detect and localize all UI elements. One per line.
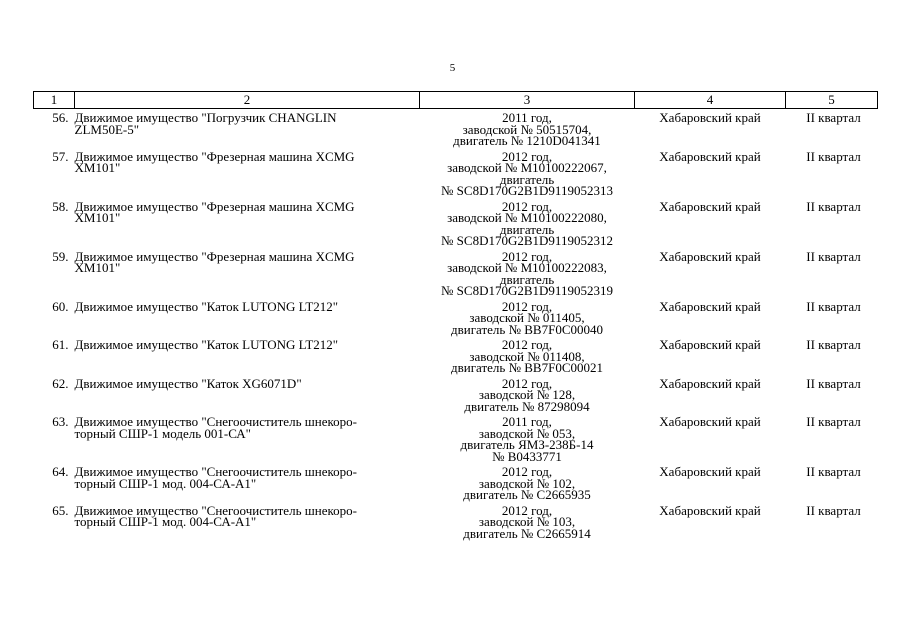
property-details-line: 2012 год, bbox=[501, 337, 553, 352]
table-row bbox=[34, 147, 878, 197]
region: Хабаровский край bbox=[659, 464, 761, 479]
table-body bbox=[34, 109, 878, 540]
table-row bbox=[34, 412, 878, 462]
region: Хабаровский край bbox=[659, 337, 761, 352]
property-details-line: 2011 год, bbox=[502, 110, 552, 125]
property-details-line: двигатель ЯМЗ-238Б-14 bbox=[460, 437, 594, 452]
property-details-line: 2012 год, bbox=[501, 248, 553, 264]
quarter: II квартал bbox=[806, 464, 861, 479]
row-number: 58. bbox=[52, 198, 69, 214]
property-name bbox=[75, 297, 420, 336]
property-details-line: двигатель № С2665935 bbox=[463, 487, 591, 502]
property-details-line: заводской № 128, bbox=[478, 387, 576, 402]
property-name-line: Движимое имущество "Снегоочиститель шнекоро- bbox=[74, 414, 357, 429]
property-details-line: 2011 год, bbox=[502, 414, 552, 429]
property-name-line: Движимое имущество "Снегоочиститель шнекоро- bbox=[74, 502, 357, 518]
quarter: II квартал bbox=[806, 110, 861, 125]
row-number: 62. bbox=[52, 375, 69, 391]
region: Хабаровский край bbox=[659, 375, 761, 391]
property-details-line: № SC8D170G2B1D9119052312 bbox=[441, 233, 613, 248]
property-details-line: № SC8D170G2B1D9119052313 bbox=[441, 183, 613, 198]
property-name bbox=[75, 147, 420, 197]
property-details-line: заводской № 102, bbox=[478, 475, 576, 491]
property-details-line: 2012 год, bbox=[501, 375, 553, 391]
property-details-line: двигатель bbox=[499, 271, 555, 287]
property-details-line: 2012 год, bbox=[501, 298, 553, 314]
quarter: II квартал bbox=[806, 375, 861, 391]
table-row bbox=[34, 109, 878, 147]
property-details-line: двигатель № 87298094 bbox=[464, 398, 590, 414]
property-details bbox=[420, 462, 635, 501]
property-details bbox=[420, 374, 635, 413]
property-details-line: заводской № 50515704, bbox=[462, 121, 592, 137]
property-name bbox=[75, 501, 420, 540]
row-number: 65. bbox=[52, 502, 69, 518]
quarter: II квартал bbox=[806, 414, 861, 429]
header-col-2: 2 bbox=[75, 92, 420, 109]
property-name-line: торный СШР-1 мод. 004-СА-А1" bbox=[74, 475, 257, 491]
property-details bbox=[420, 501, 635, 540]
property-name-line: Движимое имущество "Каток XG6071D" bbox=[74, 375, 302, 391]
property-name-line: Движимое имущество "Фрезерная машина XCMG bbox=[74, 148, 355, 164]
property-name-line: торный СШР-1 модель 001-СА" bbox=[74, 425, 251, 441]
property-details-line: заводской № 053, bbox=[478, 425, 576, 441]
row-number: 61. bbox=[52, 337, 69, 352]
property-details bbox=[420, 335, 635, 374]
table-row bbox=[34, 501, 878, 540]
property-details-line: заводской № M10100222067, bbox=[447, 160, 607, 175]
row-number: 57. bbox=[52, 148, 69, 164]
row-number: 56. bbox=[52, 110, 69, 125]
property-details-line: двигатель bbox=[499, 221, 555, 237]
quarter: II квартал bbox=[806, 248, 861, 264]
row-number: 60. bbox=[52, 298, 69, 314]
row-number: 64. bbox=[52, 464, 69, 479]
property-details-line: № SC8D170G2B1D9119052319 bbox=[441, 283, 613, 298]
property-details bbox=[420, 297, 635, 336]
table-row bbox=[34, 335, 878, 374]
property-name-line: Движимое имущество "Каток LUTONG LT212" bbox=[74, 337, 339, 352]
table-row bbox=[34, 197, 878, 247]
property-name-line: XM101" bbox=[74, 260, 121, 275]
property-details-line: заводской № M10100222083, bbox=[447, 260, 607, 275]
property-name-line: Движимое имущество "Каток LUTONG LT212" bbox=[74, 298, 339, 314]
property-details-line: № B0433771 bbox=[492, 448, 562, 464]
region: Хабаровский край bbox=[659, 414, 761, 429]
property-name bbox=[75, 412, 420, 462]
quarter: II квартал bbox=[806, 198, 861, 214]
property-details-line: 2012 год, bbox=[501, 148, 553, 164]
row-number: 59. bbox=[52, 248, 69, 264]
region: Хабаровский край bbox=[659, 298, 761, 314]
property-details bbox=[420, 412, 635, 462]
property-details-line: 2012 год, bbox=[501, 464, 553, 479]
property-name bbox=[75, 109, 420, 147]
property-name-line: Движимое имущество "Фрезерная машина XCMG bbox=[74, 198, 355, 214]
property-name-line: XM101" bbox=[74, 160, 121, 175]
property-details-line: 2012 год, bbox=[501, 198, 553, 214]
property-details-line: заводской № 011408, bbox=[469, 348, 585, 364]
property-name-line: Движимое имущество "Погрузчик CHANGLIN bbox=[74, 110, 337, 125]
row-number: 63. bbox=[52, 414, 69, 429]
quarter: II квартал bbox=[806, 337, 861, 352]
property-name bbox=[75, 197, 420, 247]
property-details-line: заводской № 103, bbox=[478, 514, 576, 529]
property-details-line: 2012 год, bbox=[501, 502, 553, 518]
property-details-line: двигатель № 1210D041341 bbox=[453, 133, 601, 148]
property-details-line: двигатель № BB7F0C00021 bbox=[451, 360, 603, 375]
header-col-1: 1 bbox=[34, 92, 75, 109]
property-details bbox=[420, 197, 635, 247]
property-name bbox=[75, 335, 420, 374]
region: Хабаровский край bbox=[659, 110, 761, 125]
property-details-line: заводской № 011405, bbox=[469, 310, 585, 325]
table-row bbox=[34, 297, 878, 336]
table-row bbox=[34, 462, 878, 501]
property-table bbox=[33, 91, 878, 539]
property-details bbox=[420, 147, 635, 197]
property-details-line: двигатель № BB7F0C00040 bbox=[451, 321, 603, 337]
property-name-line: Движимое имущество "Фрезерная машина XCMG bbox=[74, 248, 355, 264]
property-name bbox=[75, 247, 420, 297]
header-col-5: 5 bbox=[786, 92, 878, 109]
property-name-line: XM101" bbox=[74, 210, 121, 225]
property-name bbox=[75, 374, 420, 413]
property-details bbox=[420, 109, 635, 147]
region: Хабаровский край bbox=[659, 502, 761, 518]
region: Хабаровский край bbox=[659, 198, 761, 214]
property-name bbox=[75, 462, 420, 501]
region: Хабаровский край bbox=[659, 248, 761, 264]
table-row bbox=[34, 374, 878, 413]
header-col-3: 3 bbox=[420, 92, 635, 109]
property-name-line: Движимое имущество "Снегоочиститель шнекоро- bbox=[74, 464, 357, 479]
property-details bbox=[420, 247, 635, 297]
table-header bbox=[34, 92, 878, 109]
header-col-4: 4 bbox=[635, 92, 786, 109]
property-name-line: торный СШР-1 мод. 004-СА-А1" bbox=[74, 514, 257, 529]
region: Хабаровский край bbox=[659, 148, 761, 164]
page-number: 5 bbox=[449, 62, 456, 74]
quarter: II квартал bbox=[806, 298, 861, 314]
property-details-line: двигатель bbox=[499, 171, 555, 187]
property-name-line: ZLM50E-5" bbox=[74, 121, 140, 137]
property-details-line: заводской № M10100222080, bbox=[447, 210, 607, 225]
quarter: II квартал bbox=[806, 148, 861, 164]
table-row bbox=[34, 247, 878, 297]
quarter: II квартал bbox=[806, 502, 861, 518]
property-details-line: двигатель № С2665914 bbox=[463, 525, 591, 541]
